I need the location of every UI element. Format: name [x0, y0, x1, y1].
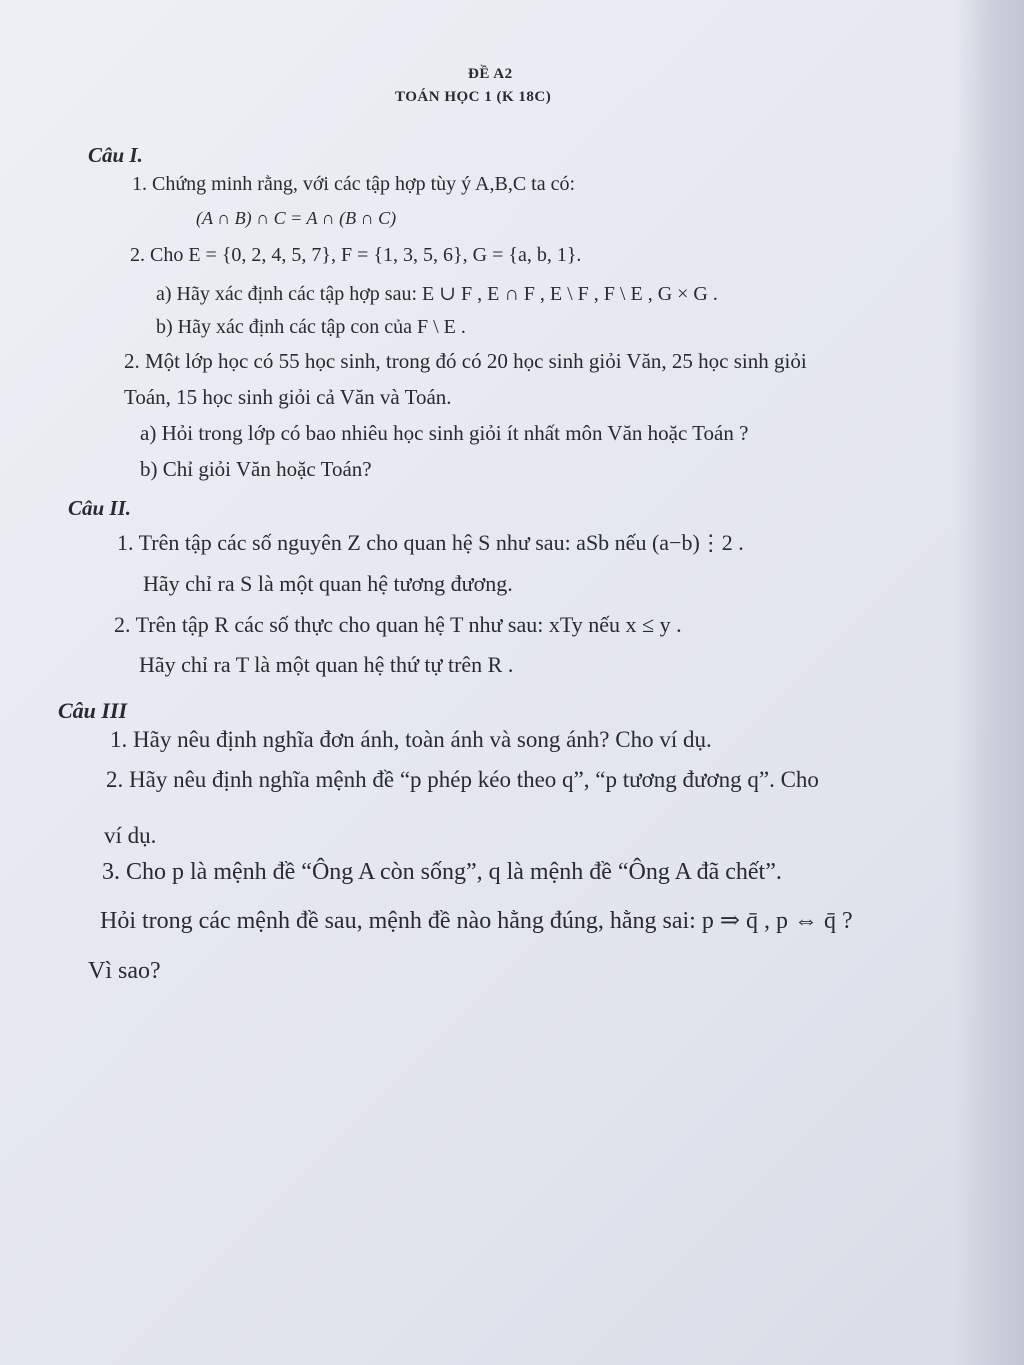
question-3-2-line1: 2. Hãy nêu định nghĩa mệnh đề “p phép kéo theo q”, “p tương đương q”. Cho [106, 767, 819, 792]
section-title-3: Câu III [58, 698, 128, 723]
course-title: TOÁN HỌC 1 (K 18C) [395, 89, 552, 105]
section-title-1: Câu I. [88, 143, 143, 167]
question-1-2b: b) Hãy xác định các tập con của F \ E . [156, 316, 466, 338]
question-2-2-b: Hãy chỉ ra T là một quan hệ thứ tự trên R . [139, 652, 514, 677]
question-2-1: 1. Trên tập các số nguyên Z cho quan hệ S như sau: aSb nếu (a−b)⋮2 . [117, 530, 744, 555]
question-3-3-line2: Hỏi trong các mệnh đề sau, mệnh đề nào hằng đúng, hằng sai: p ⇒ q̄ , p ⇔ q̄ ? [100, 908, 853, 934]
question-1-3a: a) Hỏi trong lớp có bao nhiêu học sinh giỏi ít nhất môn Văn hoặc Toán ? [140, 421, 749, 445]
paper-edge-shadow [954, 0, 1024, 1365]
question-1-3-line2: Toán, 15 học sinh giỏi cả Văn và Toán. [124, 385, 452, 409]
question-3-1: 1. Hãy nêu định nghĩa đơn ánh, toàn ánh và song ánh? Cho ví dụ. [110, 727, 712, 752]
question-1-1: 1. Chứng minh rằng, với các tập hợp tùy ý A,B,C ta có: [132, 173, 576, 195]
question-3-3-line1: 3. Cho p là mệnh đề “Ông A còn sống”, q là mệnh đề “Ông A đã chết”. [102, 859, 782, 885]
section-title-2: Câu II. [68, 496, 132, 520]
question-1-3b: b) Chỉ giỏi Văn hoặc Toán? [140, 457, 372, 481]
question-2-2: 2. Trên tập R các số thực cho quan hệ T như sau: xTy nếu x ≤ y . [114, 612, 682, 637]
question-1-2: 2. Cho E = {0, 2, 4, 5, 7}, F = {1, 3, 5, 6}, G = {a, b, 1}. [130, 244, 582, 266]
question-3-2-line2: ví dụ. [104, 823, 157, 848]
question-1-1-formula: (A ∩ B) ∩ C = A ∩ (B ∩ C) [196, 208, 397, 228]
exam-code: ĐỀ A2 [468, 66, 513, 82]
question-1-2a: a) Hãy xác định các tập hợp sau: E ∪ F , E ∩ F , E \ F , F \ E , G × G . [156, 283, 718, 305]
question-2-1-b: Hãy chỉ ra S là một quan hệ tương đương. [143, 571, 513, 596]
question-1-3-line1: 2. Một lớp học có 55 học sinh, trong đó có 20 học sinh giỏi Văn, 25 học sinh giỏi [124, 349, 807, 373]
question-3-3-line3: Vì sao? [88, 958, 161, 984]
